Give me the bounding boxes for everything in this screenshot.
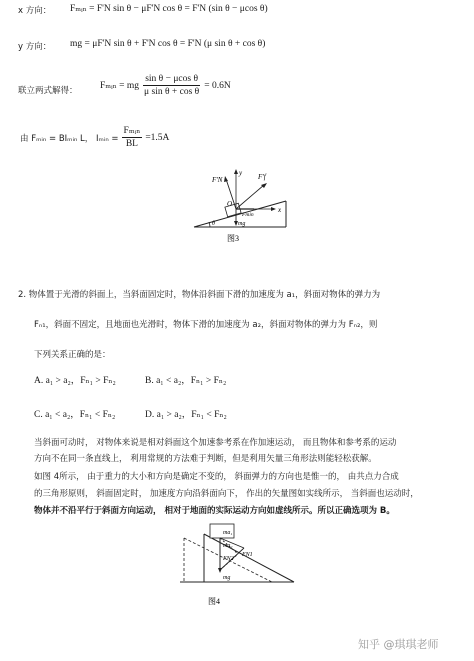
explanation-p1-line2: 方向不在同一条直线上， 利用常规的方法难于判断，但是利用矢量三角形法则能轻松获解。 <box>34 454 377 464</box>
figure-4-label-fn1: FN1 <box>242 552 253 558</box>
figure-3-label-o: O <box>227 200 233 208</box>
problem-line-1: 2. 物体置于光滑的斜面上，当斜面固定时，物体沿斜面下滑的加速度为 a₁，斜面对物体的弹力为 <box>18 290 381 300</box>
explanation-p2-line2: 的三角形原则， 斜面固定时， 加速度方向沿斜面向下， 作出的矢量图如实线所示， 当斜面也运动时， <box>34 489 419 499</box>
figure-3-label-theta: θ <box>212 221 215 227</box>
x-direction-label: x 方向： <box>18 6 52 16</box>
figure-3-label-x: x <box>278 206 282 214</box>
explanation-p1-line1: 当斜面可动时， 对物体来说是相对斜面这个加速参考系在作加速运动， 而且物体和参考系的运动 <box>34 438 397 448</box>
figure-4-label-a1: ma₁ <box>223 530 233 536</box>
solve-numerator: sin θ − μcos θ <box>143 74 200 86</box>
y-direction-label: y 方向： <box>18 42 52 52</box>
current-prefix: 由 Fₘᵢₙ = BIₘᵢₙ L， Iₘᵢₙ = <box>20 133 119 144</box>
x-direction-equation: Fₘᵢₙ = F'N sin θ − μF'N cos θ = F'N (sin θ − μcos θ) <box>70 4 268 14</box>
explanation-p2-line1: 如图 4所示， 由于重力的大小和方向是确定不变的， 斜面弹力的方向也是惟一的， 由共点力合成 <box>34 472 399 482</box>
problem-line-2: Fₙ₁，斜面不固定，且地面也光滑时，物体下滑的加速度为 a₂，斜面对物体的弹力为 Fₙ₂，则 <box>34 320 378 330</box>
figure-3-caption: 图3 <box>227 234 239 243</box>
figure-4-incline <box>204 534 294 582</box>
option-d: D. a₁ > a₂，Fₙ₁ < Fₙ₂ <box>145 410 227 420</box>
solve-lhs: Fₘᵢₙ = mg <box>100 81 140 92</box>
figure-3-y-arrow <box>234 169 238 174</box>
current-numerator: Fₘᵢₙ <box>122 126 143 138</box>
problem-line-3: 下列关系正确的是： <box>34 350 111 360</box>
figure-3-label-fn: F'N <box>212 176 223 184</box>
current-fraction <box>122 126 143 150</box>
solve-result: = 0.6N <box>204 80 231 91</box>
option-b: B. a₁ < a₂，Fₙ₁ > Fₙ₂ <box>145 376 227 386</box>
figure-3-friction-force <box>236 185 264 209</box>
figure-4-label-a2: ma₂ <box>223 543 233 549</box>
current-result: =1.5A <box>145 132 170 143</box>
figure-4-caption: 图4 <box>208 597 220 606</box>
explanation-p2-line3: 物体并不沿平行于斜面方向运动， 相对于地面的实际运动方向如虚线所示。所以正确选项为 B。 <box>34 506 395 516</box>
figure-3-label-mg: mg <box>238 221 246 227</box>
option-c: C. a₁ < a₂，Fₙ₁ < Fₙ₂ <box>34 410 116 420</box>
solve-label: 联立两式解得： <box>18 86 78 96</box>
figure-3-diagram <box>190 165 310 250</box>
y-direction-equation: mg = μF'N sin θ + F'N cos θ = F'N (μ sin θ + cos θ) <box>70 39 266 49</box>
solve-equation <box>100 74 231 98</box>
solve-denominator: μ sin θ + cos θ <box>144 87 200 98</box>
figure-3-label-fmin: Fmin <box>242 212 254 218</box>
figure-4-label-fn2: FN2 <box>223 556 234 562</box>
figure-4-diagram <box>176 520 300 612</box>
figure-3-label-y: y <box>239 169 243 177</box>
figure-4-label-mg: mg <box>223 575 231 581</box>
watermark: 知乎 @琪琪老师 <box>358 638 439 651</box>
figure-3-x-arrow <box>271 207 276 211</box>
current-denominator: BL <box>125 139 138 150</box>
current-equation <box>20 126 169 150</box>
option-a: A. a₁ > a₂，Fₙ₁ > Fₙ₂ <box>34 376 116 386</box>
figure-3-label-ff: F'f <box>258 173 266 181</box>
solve-fraction <box>142 74 201 98</box>
